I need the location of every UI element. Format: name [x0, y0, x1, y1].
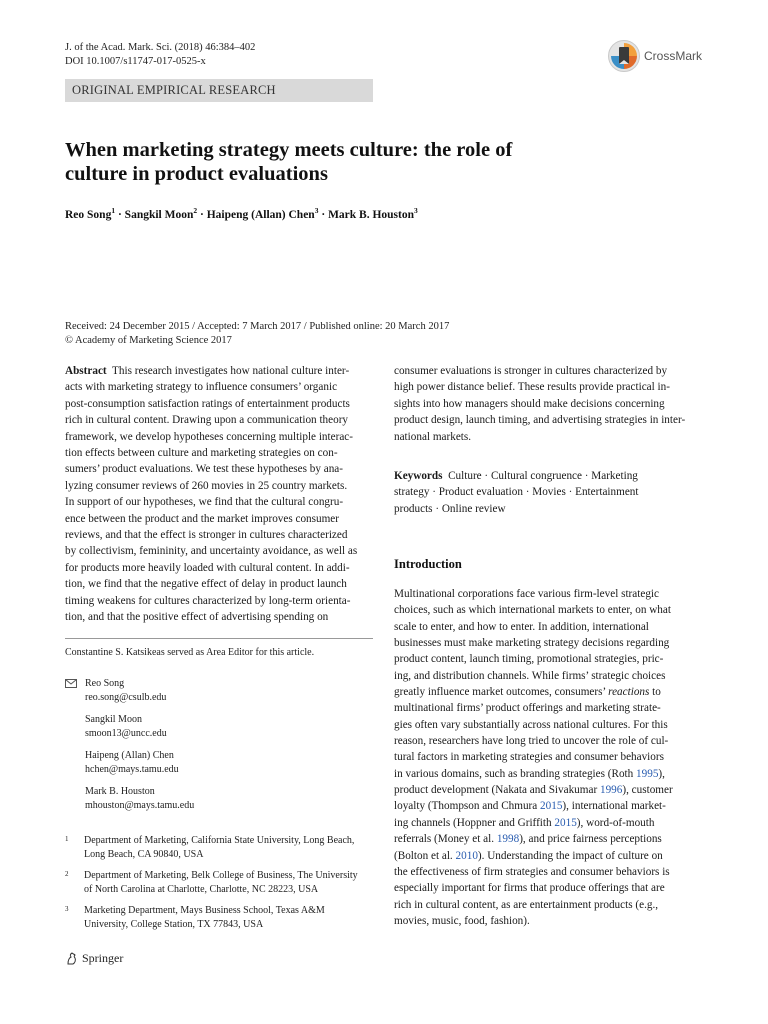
author-separator: · [117, 208, 122, 221]
intro-line: scale to enter, and how to enter. In addition, international [394, 620, 649, 633]
abstract-left [65, 363, 373, 626]
abstract-line: framework, we develop hypotheses concerning multiple interac- [65, 430, 353, 443]
intro-line: loyalty (Thompson and Chmura 2015), international market- [394, 800, 666, 813]
journal-header [65, 41, 255, 69]
abstract-line: tion, we find that the negative effect of delay in product launch [65, 578, 347, 591]
publication-dates: Received: 24 December 2015 / Accepted: 7 March 2017 / Published online: 20 March 2017 [65, 321, 450, 332]
author-affiliation-mark: 3 [314, 206, 319, 215]
abstract-line: by collectivism, femininity, and uncertainty avoidance, as well as [65, 545, 358, 558]
contact-entry [65, 749, 373, 777]
intro-line: ing channels (Hoppner and Griffith 2015), word-of-mouth [394, 816, 655, 829]
affiliation-number: 3 [65, 905, 69, 913]
abstract-line: sights into how managers should make decisions concerning [394, 397, 665, 410]
intro-line: product content, launch timing, promotional strategies, pric- [394, 653, 664, 666]
publisher-footer [65, 951, 123, 966]
intro-line: reason, researchers have long tried to uncover the role of cul- [394, 735, 669, 748]
publisher-name: Springer [82, 951, 124, 965]
intro-line: (Bolton et al. 2010). Understanding the impact of culture on [394, 849, 663, 862]
contact-email[interactable]: smoon13@uncc.edu [85, 728, 167, 739]
abstract-line: timing weakens for cultures characterized by long-term orienta- [65, 594, 351, 607]
crossmark-badge[interactable] [607, 37, 707, 75]
intro-line: referrals (Money et al. 1998), and price fairness perceptions [394, 833, 662, 846]
affiliation [65, 904, 373, 932]
author-affiliation-mark: 2 [193, 206, 198, 215]
doi[interactable]: DOI 10.1007/s11747-017-0525-x [65, 56, 206, 67]
intro-line: greatly influence market outcomes, consumers’ reactions to [394, 686, 661, 699]
abstract-line: This research investigates how national culture inter- [112, 365, 350, 377]
intro-line: businesses must make marketing strategy decisions regarding [394, 637, 670, 650]
affiliation-line: of North Carolina at Charlotte, Charlotte, NC 28223, USA [84, 884, 319, 895]
introduction-heading: Introduction [394, 557, 462, 571]
author-name[interactable]: Reo Song [65, 208, 112, 221]
abstract-line: tion effects between culture and marketing strategies on con- [65, 447, 338, 460]
abstract-line: high power distance belief. These results provide practical in- [394, 381, 670, 394]
author-affiliation-mark: 3 [414, 206, 418, 215]
journal-citation: J. of the Acad. Mark. Sci. (2018) 46:384–402 [65, 42, 256, 53]
affiliation-line: Department of Marketing, California State University, Long Beach, [84, 835, 355, 846]
author-list [65, 206, 418, 221]
author-separator: · [321, 208, 326, 221]
intro-line: movies, music, food, fashion). [394, 914, 530, 927]
affiliation-line: University, College Station, TX 77843, USA [84, 919, 264, 930]
intro-line: in various domains, such as branding strategies (Roth 1995), [394, 767, 665, 780]
intro-line: product development (Nakata and Sivakumar 1996), customer [394, 784, 673, 797]
intro-line: gies often vary substantially across national cultures. For this [394, 718, 668, 731]
intro-line: Multinational corporations face various firm-level strategic [394, 588, 659, 600]
affiliation-number: 1 [65, 835, 69, 843]
affiliation [65, 834, 373, 862]
contact-name: Haipeng (Allan) Chen [85, 750, 174, 761]
editor-note: Constantine S. Katsikeas served as Area Editor for this article. [65, 647, 315, 658]
intro-line: rich in cultural content, as are entertainment products (e.g., [394, 898, 659, 911]
intro-line: tural factors in marketing strategies and consumer behaviors [394, 751, 664, 764]
affiliation-line: Marketing Department, Mays Business School, Texas A&M [84, 905, 325, 916]
abstract-right [394, 363, 702, 445]
abstract-label: Abstract [65, 365, 107, 377]
crossmark-icon [607, 39, 641, 73]
affiliation-line: Long Beach, CA 90840, USA [84, 849, 204, 860]
intro-line: the effectiveness of firm strategies and consumer behaviors is [394, 865, 670, 878]
contact-list [65, 677, 373, 821]
abstract-line: acts with marketing strategy to influence consumers’ organic [65, 381, 338, 394]
abstract-line: post-consumption satisfaction ratings of entertainment products [65, 397, 350, 410]
intro-line: multinational firms’ product offerings and marketing strate- [394, 702, 661, 715]
crossmark-label: CrossMark [644, 49, 703, 63]
author-name[interactable]: Haipeng (Allan) Chen [206, 208, 315, 221]
abstract-line: tion, and that the positive effect of advertising spending on [65, 611, 329, 624]
contact-name: Mark B. Houston [85, 786, 155, 797]
contact-entry [65, 785, 373, 813]
contact-email[interactable]: hchen@mays.tamu.edu [85, 764, 179, 775]
contact-name: Sangkil Moon [85, 714, 142, 725]
introduction-body [394, 586, 702, 929]
contact-name: Reo Song [85, 678, 125, 689]
abstract-line: reviews, and that the effect is stronger in cultures characterized [65, 529, 348, 542]
author-affiliation-mark: 1 [111, 206, 116, 215]
affiliation [65, 869, 373, 897]
affiliation-list [65, 834, 373, 939]
keywords-line: strategy · Product evaluation · Movies · Entertainment [394, 486, 639, 499]
keywords-label: Keywords [394, 470, 443, 482]
intro-line: choices, such as which international markets to enter, on what [394, 604, 671, 617]
copyright-notice: © Academy of Marketing Science 2017 [65, 334, 232, 346]
publication-info [65, 320, 449, 347]
abstract-line: lyzing consumer reviews of 260 movies in 25 country markets. [65, 479, 348, 492]
contact-entry [65, 677, 373, 705]
author-separator: · [200, 208, 204, 221]
footnote-divider [65, 638, 373, 639]
author-name[interactable]: Sangkil Moon [124, 208, 194, 221]
intro-line: especially important for firms that produce offerings that are [394, 882, 665, 895]
abstract-line: In support of our hypotheses, we find that the cultural congru- [65, 496, 344, 509]
abstract-line: ence between the product and the market improves consumer [65, 512, 339, 525]
contact-email[interactable]: reo.song@csulb.edu [85, 692, 167, 703]
abstract-line: sumers’ product evaluations. We test these hypotheses by ana- [65, 463, 343, 476]
keywords-block [394, 468, 702, 517]
abstract-line: consumer evaluations is stronger in cultures characterized by [394, 365, 668, 377]
envelope-icon [65, 679, 77, 688]
intro-line: ing, and distribution channels. While firms’ strategic choices [394, 669, 666, 682]
author-name[interactable]: Mark B. Houston [328, 208, 415, 221]
contact-email[interactable]: mhouston@mays.tamu.edu [85, 800, 195, 811]
abstract-line: rich in cultural content. Drawing upon a communication theory [65, 414, 349, 427]
affiliation-number: 2 [65, 870, 69, 878]
abstract-line: product design, launch timing, and advertising strategies in inter- [394, 414, 686, 427]
keywords-line: Culture · Cultural congruence · Marketing [448, 470, 638, 482]
affiliation-line: Department of Marketing, Belk College of Business, The University [84, 870, 358, 881]
abstract-line: national markets. [394, 430, 472, 443]
keywords-line: products · Online review [394, 502, 506, 515]
article-type-label: ORIGINAL EMPIRICAL RESEARCH [65, 79, 373, 102]
springer-horse-icon [65, 952, 78, 965]
contact-entry [65, 713, 373, 741]
article-title: When marketing strategy meets culture: the role of culture in product evaluations [65, 139, 513, 185]
abstract-line: for products more heavily loaded with cultural content. In addi- [65, 561, 350, 574]
